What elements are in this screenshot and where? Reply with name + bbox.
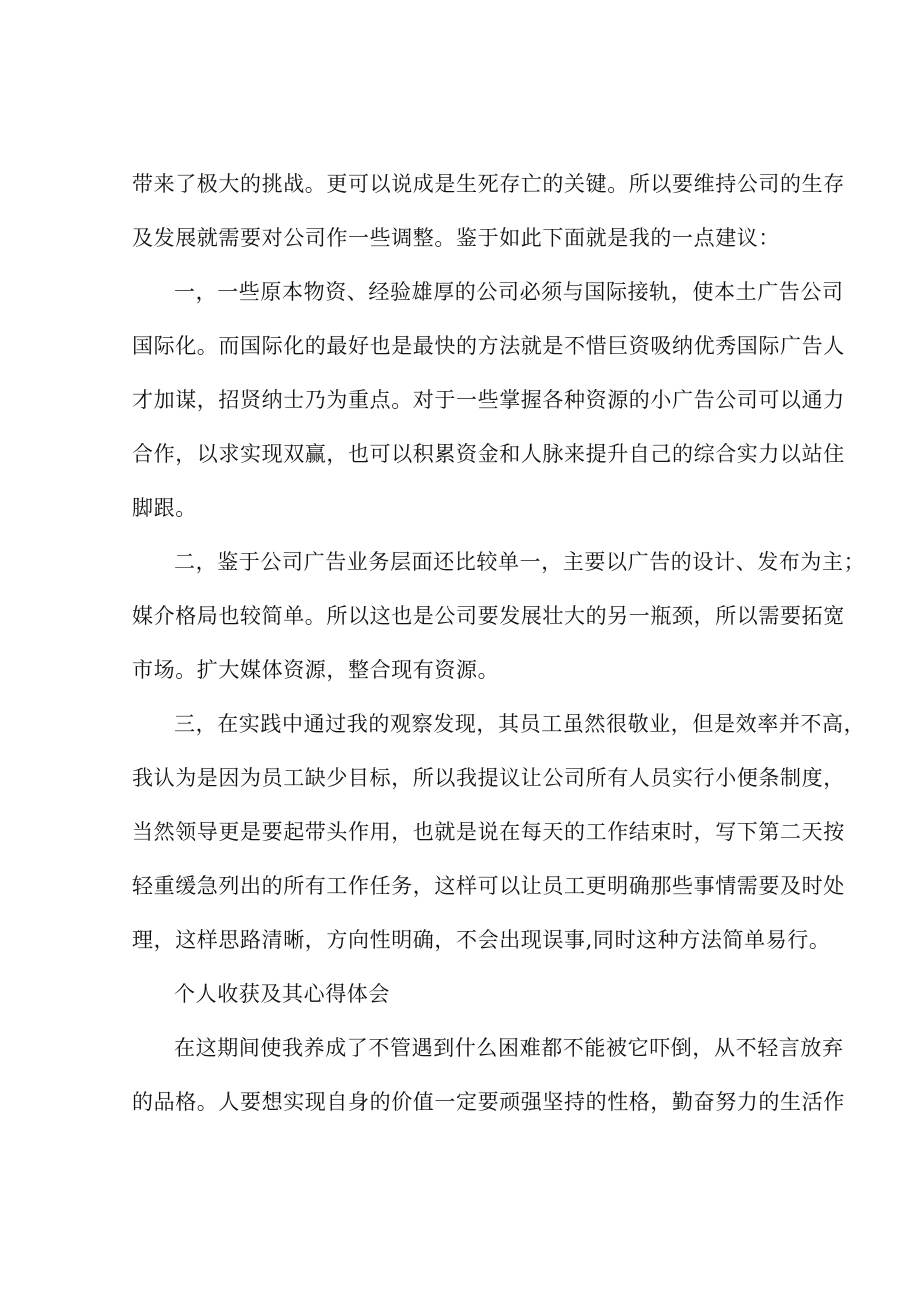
paragraph-first-line: 在这期间使我养成了不管遇到什么困难都不能被它吓倒，从不轻言放弃	[174, 1036, 844, 1060]
document-body	[132, 157, 866, 1129]
section-heading: 个人收获及其心得体会	[174, 982, 390, 1006]
text-line: 国际化。而国际化的最好也是最快的方法就是不惜巨资吸纳优秀国际广告人	[132, 334, 845, 358]
paragraph-first-line: 一，一些原本物资、经验雄厚的公司必须与国际接轨，使本土广告公司	[174, 280, 844, 304]
text-line: 及发展就需要对公司作一些调整。鉴于如此下面就是我的一点建议：	[132, 226, 780, 250]
text-line: 当然领导更是要起带头作用，也就是说在每天的工作结束时，写下第二天按	[132, 820, 845, 844]
text-line: 合作，以求实现双赢，也可以积累资金和人脉来提升自己的综合实力以站住	[132, 442, 845, 466]
text-line: 轻重缓急列出的所有工作任务，这样可以让员工更明确那些事情需要及时处	[132, 874, 845, 898]
text-line: 带来了极大的挑战。更可以说成是生死存亡的关键。所以要维持公司的生存	[132, 172, 845, 196]
text-line: 我认为是因为员工缺少目标，所以我提议让公司所有人员实行小便条制度，	[132, 766, 845, 790]
text-line: 脚跟。	[132, 496, 197, 520]
text-line: 市场。扩大媒体资源，整合现有资源。	[132, 658, 500, 682]
text-line: 媒介格局也较简单。所以这也是公司要发展壮大的另一瓶颈，所以需要拓宽	[132, 604, 845, 628]
text-line: 的品格。人要想实现自身的价值一定要顽强坚持的性格，勤奋努力的生活作	[132, 1090, 845, 1114]
text-line: 才加谋，招贤纳士乃为重点。对于一些掌握各种资源的小广告公司可以通力	[132, 388, 845, 412]
paragraph-first-line: 二，鉴于公司广告业务层面还比较单一，主要以广告的设计、发布为主；	[174, 550, 866, 574]
paragraph-first-line: 三，在实践中通过我的观察发现，其员工虽然很敬业，但是效率并不高，	[174, 712, 866, 736]
text-line: 理，这样思路清晰，方向性明确，不会出现误事,同时这种方法简单易行。	[132, 928, 831, 952]
